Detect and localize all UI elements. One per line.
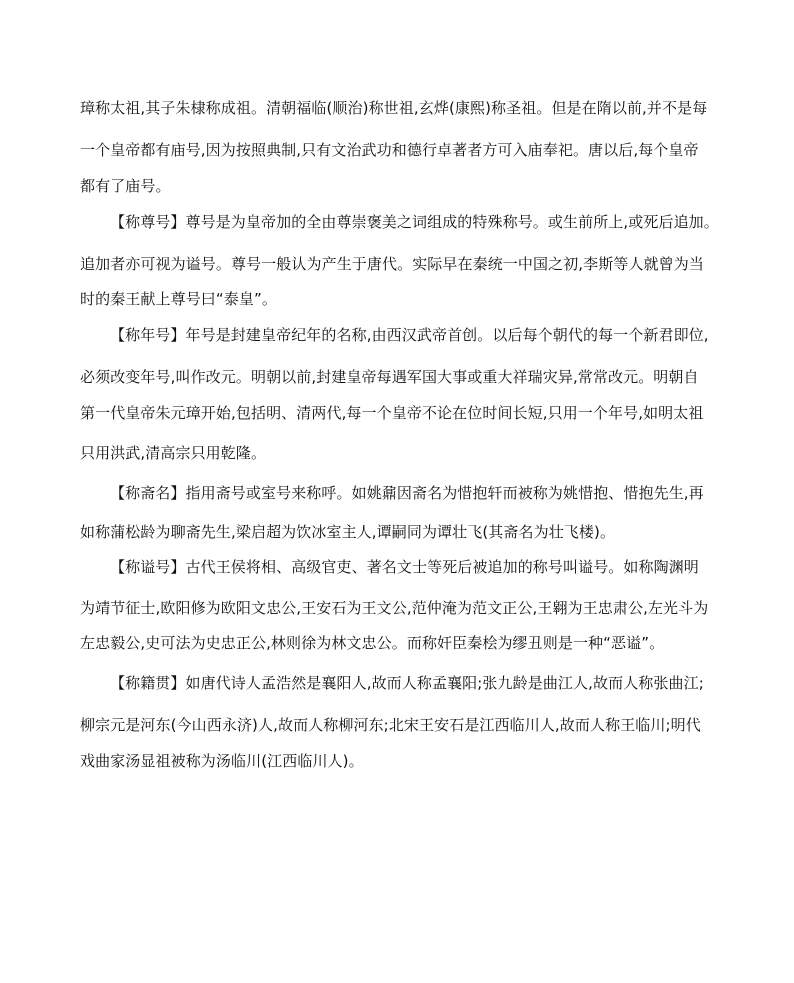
text-line: 如称蒲松龄为聊斋先生,梁启超为饮冰室主人,谭嗣同为谭壮飞(其斋名为壮飞楼)。	[80, 523, 616, 541]
text-line: 必须改变年号,叫作改元。明朝以前,封建皇帝每遇军国大事或重大祥瑞灾异,常常改元。明朝自	[80, 368, 699, 386]
paragraph-start-line: 【称谥号】古代王侯将相、高级官吏、著名文士等死后被追加的称号叫谥号。如称陶渊明	[110, 558, 699, 576]
text-line: 一个皇帝都有庙号,因为按照典制,只有文治武功和德行卓著者方可入庙奉祀。唐以后,每个皇帝	[80, 141, 699, 159]
text-line: 追加者亦可视为谥号。尊号一般认为产生于唐代。实际早在秦统一中国之初,李斯等人就曾为当	[80, 255, 704, 273]
text-line: 左忠毅公,史可法为史忠正公,林则徐为林文忠公。而称奸臣秦桧为缪丑则是一种“恶谥”。	[80, 634, 665, 652]
text-line: 戏曲家汤显祖被称为汤临川(江西临川人)。	[80, 752, 364, 770]
text-line: 柳宗元是河东(今山西永济)人,故而人称柳河东;北宋王安石是江西临川人,故而人称王临川;明代	[80, 716, 701, 734]
text-line: 时的秦王献上尊号曰“泰皇”。	[80, 290, 277, 308]
text-line: 璋称太祖,其子朱棣称成祖。清朝福临(顺治)称世祖,玄烨(康熙)称圣祖。但是在隋以前,并不是每	[80, 99, 708, 117]
text-line: 为靖节征士,欧阳修为欧阳文忠公,王安石为王文公,范仲淹为范文正公,王翱为王忠肃公,左光斗为	[80, 599, 709, 617]
paragraph-start-line: 【称尊号】尊号是为皇帝加的全由尊崇褒美之词组成的特殊称号。或生前所上,或死后追加。	[110, 213, 719, 231]
text-line: 第一代皇帝朱元璋开始,包括明、清两代,每一个皇帝不论在位时间长短,只用一个年号,如明太祖	[80, 404, 704, 422]
paragraph-start-line: 【称年号】年号是封建皇帝纪年的名称,由西汉武帝首创。以后每个朝代的每一个新君即位,	[110, 326, 709, 344]
text-line: 只用洪武,清高宗只用乾隆。	[80, 444, 267, 462]
text-line: 都有了庙号。	[80, 177, 171, 195]
paragraph-start-line: 【称斋名】指用斋号或室号来称呼。如姚鼐因斋名为惜抱轩而被称为姚惜抱、惜抱先生,再	[110, 484, 704, 502]
paragraph-start-line: 【称籍贯】如唐代诗人孟浩然是襄阳人,故而人称孟襄阳;张九龄是曲江人,故而人称张曲江;	[110, 674, 704, 692]
